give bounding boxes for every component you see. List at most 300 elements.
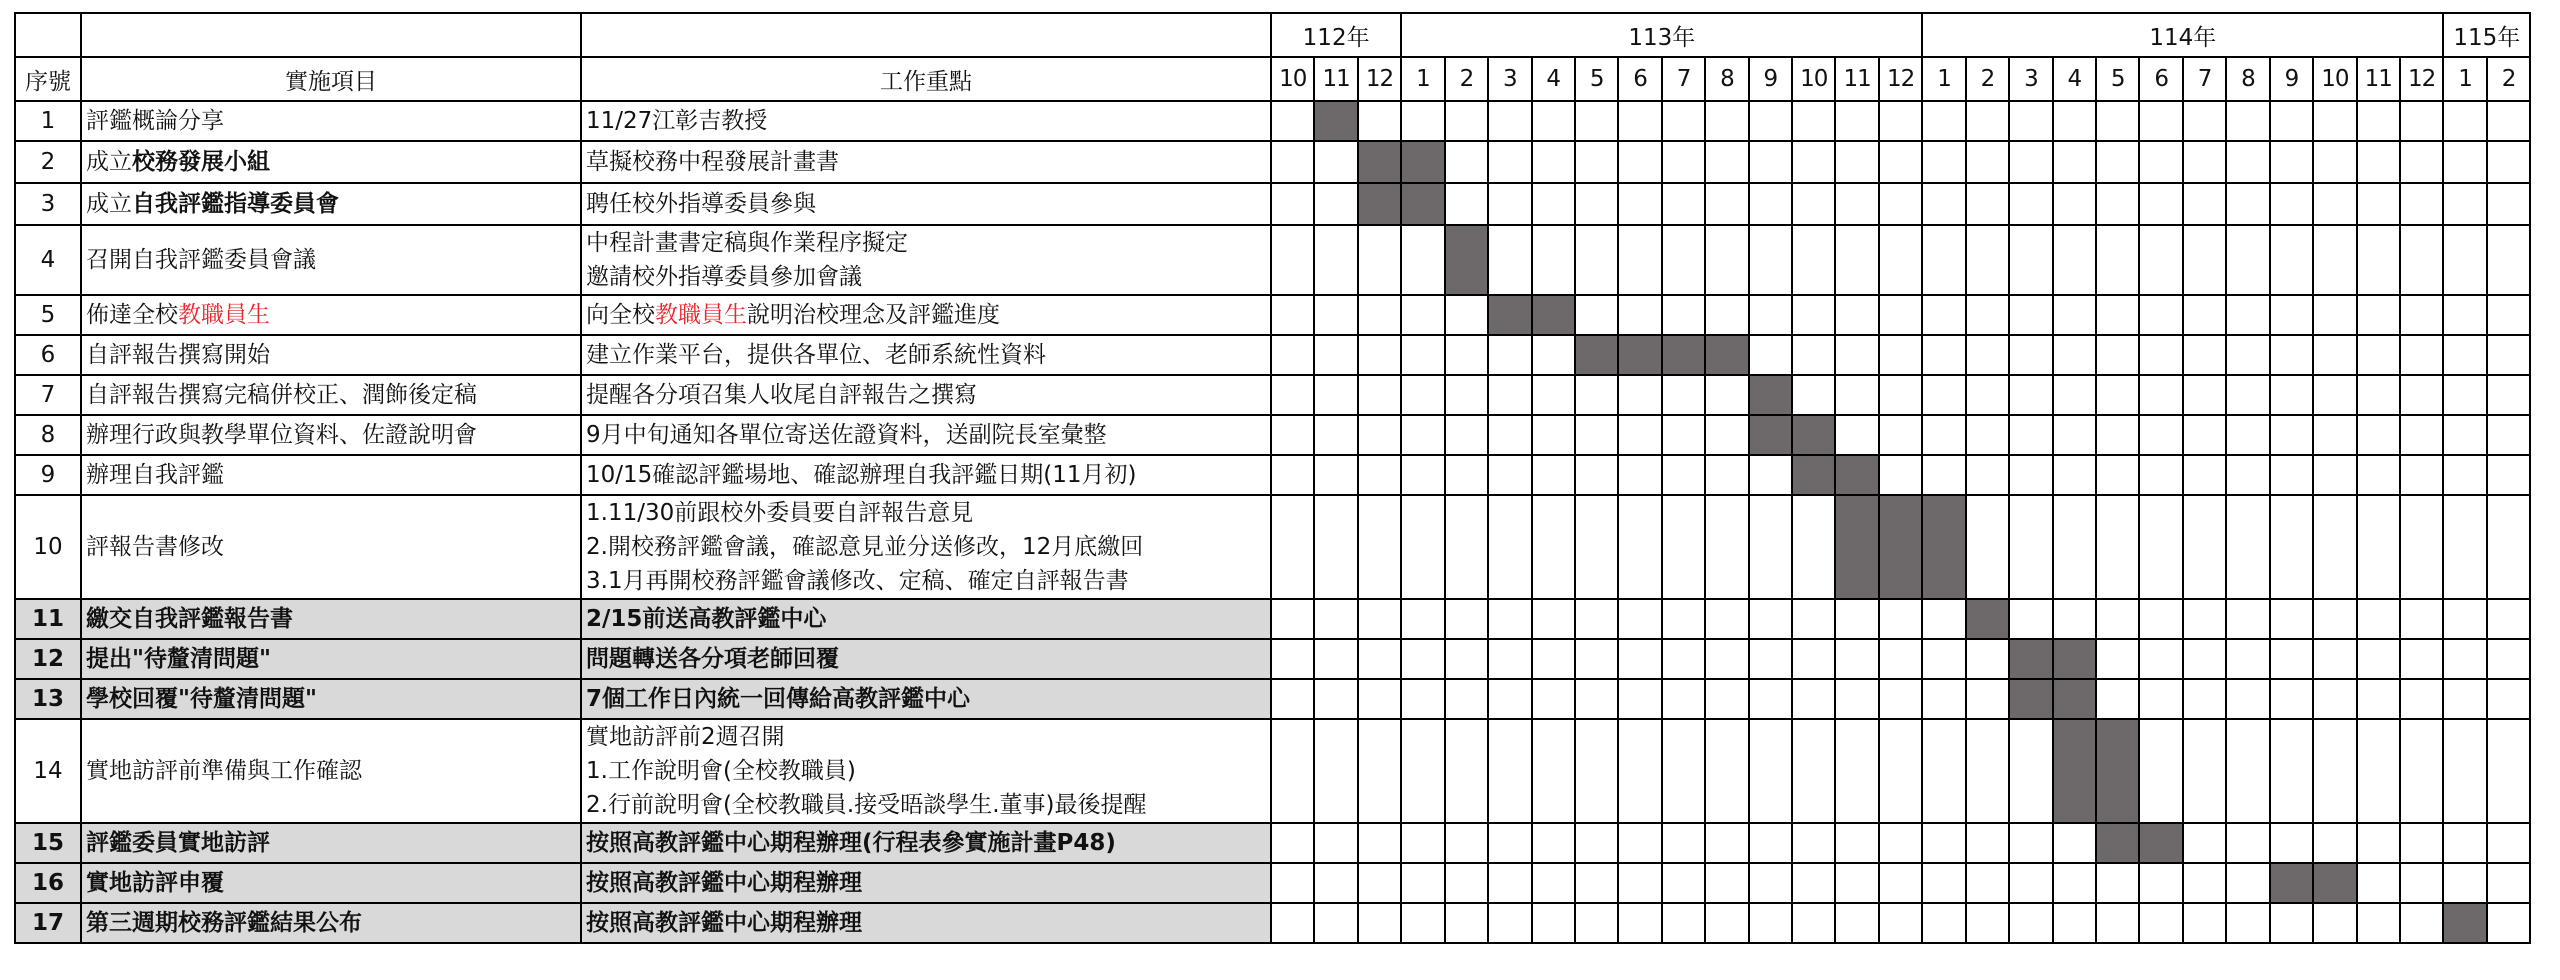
gantt-cell: [2357, 141, 2400, 183]
gantt-cell: [2270, 455, 2313, 495]
gantt-cell: [1271, 375, 1314, 415]
gantt-cell: [2183, 863, 2226, 903]
gantt-cell: [1966, 375, 2009, 415]
gantt-cell: [1314, 183, 1357, 225]
schedule-row: [15, 823, 2530, 863]
item-text: 成立: [86, 191, 132, 217]
month-header-cell: 5: [1575, 57, 1618, 101]
month-header-cell: 7: [1662, 57, 1705, 101]
month-header-cell: 4: [1532, 57, 1575, 101]
gantt-cell: [1618, 599, 1661, 639]
gantt-cell: [2009, 823, 2052, 863]
gantt-cell: [1401, 495, 1444, 599]
gantt-cell: [1879, 455, 1922, 495]
gantt-cell: [1618, 903, 1661, 943]
work-cell: [581, 335, 1271, 375]
gantt-cell: [1922, 455, 1965, 495]
gantt-cell: [1922, 599, 1965, 639]
month-header-cell: 1: [2443, 57, 2486, 101]
item-cell: [81, 375, 581, 415]
gantt-cell: [1358, 101, 1401, 141]
gantt-cell: [1705, 863, 1748, 903]
gantt-cell: [1445, 335, 1488, 375]
work-line: 草擬校務中程發展計畫書: [586, 149, 839, 175]
gantt-cell: [2009, 599, 2052, 639]
gantt-bar: [1488, 295, 1531, 335]
gantt-bar: [1314, 101, 1357, 141]
gantt-bar: [1401, 141, 1444, 183]
gantt-cell: [2009, 455, 2052, 495]
blank-header-cell: [581, 13, 1271, 57]
gantt-cell: [1922, 375, 1965, 415]
gantt-cell: [2357, 495, 2400, 599]
gantt-cell: [1401, 863, 1444, 903]
row-number: 16: [15, 863, 81, 903]
month-header-cell: 2: [2487, 57, 2530, 101]
gantt-bar: [2313, 863, 2356, 903]
gantt-cell: [1575, 141, 1618, 183]
gantt-cell: [2487, 719, 2530, 823]
gantt-cell: [1835, 823, 1878, 863]
gantt-cell: [1575, 495, 1618, 599]
gantt-cell: [2443, 183, 2486, 225]
gantt-cell: [2053, 101, 2096, 141]
gantt-cell: [1575, 225, 1618, 295]
gantt-cell: [2400, 639, 2443, 679]
gantt-cell: [2183, 679, 2226, 719]
gantt-cell: [2096, 101, 2139, 141]
gantt-cell: [1575, 823, 1618, 863]
gantt-bar: [1401, 183, 1444, 225]
gantt-cell: [2400, 455, 2443, 495]
item-cell: [81, 225, 581, 295]
schedule-row: [15, 495, 2530, 599]
gantt-cell: [2226, 823, 2269, 863]
gantt-cell: [1879, 375, 1922, 415]
gantt-cell: [1445, 141, 1488, 183]
gantt-cell: [2139, 183, 2182, 225]
gantt-cell: [1792, 375, 1835, 415]
gantt-cell: [2270, 719, 2313, 823]
gantt-cell: [1792, 295, 1835, 335]
gantt-cell: [1705, 455, 1748, 495]
gantt-cell: [1879, 679, 1922, 719]
gantt-cell: [2139, 335, 2182, 375]
gantt-cell: [1835, 639, 1878, 679]
year-header-cell: 112年: [1271, 13, 1401, 57]
item-cell: [81, 415, 581, 455]
gantt-cell: [2183, 225, 2226, 295]
gantt-cell: [1792, 335, 1835, 375]
gantt-bar: [1792, 415, 1835, 455]
gantt-cell: [1966, 639, 2009, 679]
gantt-cell: [1575, 455, 1618, 495]
gantt-cell: [1835, 863, 1878, 903]
gantt-cell: [1705, 375, 1748, 415]
work-cell: [581, 863, 1271, 903]
gantt-cell: [2096, 415, 2139, 455]
gantt-cell: [2183, 599, 2226, 639]
gantt-cell: [2053, 903, 2096, 943]
gantt-cell: [1314, 599, 1357, 639]
gantt-cell: [2357, 679, 2400, 719]
item-text: 評報告書修改: [86, 534, 224, 560]
gantt-cell: [2443, 141, 2486, 183]
gantt-cell: [2357, 719, 2400, 823]
gantt-cell: [1271, 141, 1314, 183]
gantt-cell: [1401, 455, 1444, 495]
gantt-bar: [2443, 903, 2486, 943]
gantt-cell: [1922, 679, 1965, 719]
gantt-cell: [2270, 101, 2313, 141]
gantt-cell: [2313, 679, 2356, 719]
gantt-cell: [1618, 455, 1661, 495]
item-text: 辦理行政與教學單位資料、佐證說明會: [86, 422, 477, 448]
gantt-cell: [2400, 719, 2443, 823]
gantt-cell: [1271, 101, 1314, 141]
gantt-cell: [2183, 101, 2226, 141]
row-number: 1: [15, 101, 81, 141]
gantt-cell: [2443, 679, 2486, 719]
work-line: 中程計畫書定稿與作業程序擬定: [586, 230, 908, 256]
gantt-cell: [1835, 295, 1878, 335]
gantt-cell: [1879, 101, 1922, 141]
gantt-bar: [1749, 415, 1792, 455]
year-header-cell: 115年: [2443, 13, 2530, 57]
gantt-cell: [2443, 295, 2486, 335]
gantt-cell: [2487, 183, 2530, 225]
item-text: 實地訪評申覆: [86, 870, 224, 896]
gantt-cell: [1575, 183, 1618, 225]
gantt-cell: [2053, 141, 2096, 183]
gantt-cell: [2443, 101, 2486, 141]
gantt-cell: [1922, 863, 1965, 903]
gantt-cell: [1705, 495, 1748, 599]
gantt-cell: [1445, 415, 1488, 455]
gantt-cell: [1662, 863, 1705, 903]
row-number: 5: [15, 295, 81, 335]
gantt-cell: [2357, 863, 2400, 903]
gantt-cell: [2313, 639, 2356, 679]
gantt-cell: [2357, 101, 2400, 141]
item-cell: [81, 599, 581, 639]
gantt-cell: [1358, 599, 1401, 639]
gantt-cell: [2313, 225, 2356, 295]
gantt-cell: [2009, 415, 2052, 455]
gantt-bar: [1966, 599, 2009, 639]
gantt-cell: [2400, 101, 2443, 141]
work-line: 11/27江彰吉教授: [586, 108, 768, 134]
gantt-cell: [2183, 823, 2226, 863]
gantt-cell: [1575, 863, 1618, 903]
gantt-cell: [1749, 599, 1792, 639]
gantt-cell: [1575, 599, 1618, 639]
gantt-cell: [2400, 679, 2443, 719]
row-number: 10: [15, 495, 81, 599]
gantt-cell: [2009, 495, 2052, 599]
gantt-cell: [1271, 863, 1314, 903]
gantt-cell: [2053, 863, 2096, 903]
gantt-cell: [2357, 903, 2400, 943]
gantt-cell: [1705, 679, 1748, 719]
item-text: 評鑑概論分享: [86, 108, 224, 134]
gantt-cell: [2357, 225, 2400, 295]
gantt-cell: [2139, 639, 2182, 679]
gantt-cell: [1705, 101, 1748, 141]
gantt-cell: [1835, 101, 1878, 141]
work-cell: [581, 375, 1271, 415]
gantt-cell: [1575, 679, 1618, 719]
gantt-cell: [2226, 719, 2269, 823]
gantt-cell: [1835, 183, 1878, 225]
gantt-cell: [1314, 455, 1357, 495]
gantt-cell: [2357, 295, 2400, 335]
item-text: 辦理自我評鑑: [86, 462, 224, 488]
row-number: 12: [15, 639, 81, 679]
gantt-cell: [1358, 225, 1401, 295]
gantt-cell: [1879, 599, 1922, 639]
gantt-cell: [1358, 455, 1401, 495]
gantt-cell: [2053, 599, 2096, 639]
gantt-cell: [2053, 295, 2096, 335]
month-header-cell: 10: [2313, 57, 2356, 101]
gantt-cell: [2487, 141, 2530, 183]
gantt-bar: [2139, 823, 2182, 863]
gantt-cell: [2139, 495, 2182, 599]
gantt-cell: [1749, 639, 1792, 679]
gantt-cell: [1835, 903, 1878, 943]
gantt-cell: [1749, 495, 1792, 599]
item-cell: [81, 141, 581, 183]
year-header-cell: 113年: [1401, 13, 1922, 57]
gantt-cell: [1445, 863, 1488, 903]
gantt-cell: [1705, 639, 1748, 679]
item-text: 第三週期校務評鑑結果公布: [86, 910, 362, 936]
month-header-cell: 12: [2400, 57, 2443, 101]
gantt-cell: [1618, 415, 1661, 455]
gantt-cell: [2226, 101, 2269, 141]
gantt-cell: [2009, 719, 2052, 823]
gantt-bar: [2009, 679, 2052, 719]
gantt-bar: [1749, 375, 1792, 415]
gantt-bar: [1662, 335, 1705, 375]
gantt-cell: [1922, 141, 1965, 183]
gantt-cell: [1488, 141, 1531, 183]
gantt-cell: [1488, 455, 1531, 495]
gantt-cell: [2487, 823, 2530, 863]
gantt-cell: [1314, 495, 1357, 599]
item-cell: [81, 863, 581, 903]
gantt-bar: [1705, 335, 1748, 375]
gantt-cell: [1792, 679, 1835, 719]
gantt-bar: [1532, 295, 1575, 335]
gantt-cell: [2053, 415, 2096, 455]
gantt-cell: [1488, 375, 1531, 415]
work-cell: [581, 495, 1271, 599]
gantt-cell: [1792, 183, 1835, 225]
gantt-cell: [1445, 823, 1488, 863]
gantt-cell: [1488, 101, 1531, 141]
gantt-cell: [2313, 495, 2356, 599]
gantt-cell: [1618, 375, 1661, 415]
gantt-cell: [1488, 903, 1531, 943]
gantt-cell: [2443, 863, 2486, 903]
gantt-cell: [2270, 225, 2313, 295]
work-line: 3.1月再開校務評鑑會議修改、定稿、確定自評報告書: [586, 568, 1129, 594]
gantt-cell: [1966, 225, 2009, 295]
gantt-bar: [1575, 335, 1618, 375]
gantt-cell: [1358, 295, 1401, 335]
gantt-cell: [1532, 455, 1575, 495]
gantt-cell: [2270, 495, 2313, 599]
gantt-cell: [2487, 335, 2530, 375]
year-header-row: [15, 13, 2530, 57]
gantt-cell: [2096, 455, 2139, 495]
gantt-cell: [1835, 679, 1878, 719]
gantt-cell: [1314, 415, 1357, 455]
gantt-cell: [2053, 183, 2096, 225]
gantt-cell: [1662, 141, 1705, 183]
item-text: 召開自我評鑑委員會議: [86, 247, 316, 273]
work-line: 提醒各分項召集人收尾自評報告之撰寫: [586, 382, 977, 408]
item-cell: [81, 823, 581, 863]
item-cell: [81, 679, 581, 719]
gantt-cell: [1618, 719, 1661, 823]
gantt-cell: [1835, 335, 1878, 375]
gantt-cell: [1575, 375, 1618, 415]
gantt-bar: [1358, 183, 1401, 225]
item-text: 繳交自我評鑑報告書: [86, 606, 293, 632]
gantt-bar: [1835, 495, 1878, 599]
work-text: 教職員生: [655, 302, 747, 328]
gantt-cell: [1662, 101, 1705, 141]
gantt-cell: [1922, 903, 1965, 943]
gantt-cell: [1488, 335, 1531, 375]
gantt-cell: [1271, 639, 1314, 679]
gantt-cell: [1662, 823, 1705, 863]
gantt-cell: [2226, 415, 2269, 455]
gantt-cell: [2270, 599, 2313, 639]
work-cell: [581, 639, 1271, 679]
work-cell: [581, 225, 1271, 295]
gantt-cell: [1271, 903, 1314, 943]
month-header-cell: 11: [1314, 57, 1357, 101]
gantt-cell: [2400, 863, 2443, 903]
gantt-cell: [2313, 599, 2356, 639]
gantt-cell: [2096, 141, 2139, 183]
gantt-cell: [1879, 719, 1922, 823]
work-cell: [581, 455, 1271, 495]
gantt-cell: [2400, 415, 2443, 455]
gantt-cell: [2053, 225, 2096, 295]
gantt-cell: [1445, 455, 1488, 495]
gantt-cell: [2443, 719, 2486, 823]
gantt-cell: [1488, 599, 1531, 639]
gantt-cell: [2226, 863, 2269, 903]
work-line: 9月中旬通知各單位寄送佐證資料，送副院長室彙整: [586, 422, 1107, 448]
gantt-cell: [1445, 295, 1488, 335]
gantt-cell: [1662, 415, 1705, 455]
work-line: 7個工作日內統一回傳給高教評鑑中心: [586, 686, 971, 712]
schedule-row: [15, 639, 2530, 679]
gantt-cell: [2313, 295, 2356, 335]
gantt-cell: [2096, 495, 2139, 599]
month-header-cell: 1: [1401, 57, 1444, 101]
gantt-cell: [2226, 335, 2269, 375]
gantt-cell: [2096, 903, 2139, 943]
gantt-cell: [2053, 823, 2096, 863]
gantt-cell: [1358, 903, 1401, 943]
gantt-cell: [2487, 639, 2530, 679]
gantt-cell: [1488, 415, 1531, 455]
gantt-cell: [1705, 719, 1748, 823]
gantt-cell: [1532, 335, 1575, 375]
gantt-bar: [1358, 141, 1401, 183]
gantt-cell: [2226, 375, 2269, 415]
gantt-bar: [1792, 455, 1835, 495]
gantt-cell: [1749, 455, 1792, 495]
gantt-cell: [2183, 335, 2226, 375]
gantt-cell: [1835, 719, 1878, 823]
gantt-cell: [1401, 295, 1444, 335]
schedule-row: [15, 295, 2530, 335]
item-header: 實施項目: [81, 57, 581, 101]
schedule-row: [15, 863, 2530, 903]
gantt-bar: [2096, 719, 2139, 823]
gantt-cell: [2487, 679, 2530, 719]
gantt-cell: [1705, 415, 1748, 455]
gantt-cell: [2139, 141, 2182, 183]
gantt-cell: [1749, 183, 1792, 225]
gantt-cell: [1879, 415, 1922, 455]
gantt-cell: [2009, 183, 2052, 225]
gantt-cell: [2139, 101, 2182, 141]
row-number: 7: [15, 375, 81, 415]
gantt-cell: [2443, 335, 2486, 375]
gantt-cell: [2139, 903, 2182, 943]
gantt-cell: [1879, 183, 1922, 225]
schedule-row: [15, 599, 2530, 639]
work-cell: [581, 183, 1271, 225]
work-cell: [581, 599, 1271, 639]
gantt-cell: [1271, 335, 1314, 375]
gantt-cell: [1662, 183, 1705, 225]
gantt-cell: [2400, 295, 2443, 335]
gantt-cell: [2226, 141, 2269, 183]
month-header-cell: 2: [1966, 57, 2009, 101]
gantt-cell: [2096, 375, 2139, 415]
month-header-cell: 6: [1618, 57, 1661, 101]
gantt-cell: [2313, 455, 2356, 495]
gantt-cell: [1618, 225, 1661, 295]
gantt-cell: [1575, 719, 1618, 823]
gantt-cell: [2096, 639, 2139, 679]
gantt-cell: [2487, 101, 2530, 141]
gantt-cell: [1879, 295, 1922, 335]
gantt-cell: [2270, 903, 2313, 943]
gantt-cell: [1749, 719, 1792, 823]
gantt-cell: [1966, 823, 2009, 863]
gantt-cell: [2357, 415, 2400, 455]
gantt-cell: [1749, 903, 1792, 943]
gantt-cell: [1445, 639, 1488, 679]
gantt-cell: [1401, 225, 1444, 295]
work-cell: [581, 295, 1271, 335]
gantt-cell: [1792, 719, 1835, 823]
month-header-cell: 8: [1705, 57, 1748, 101]
gantt-cell: [2400, 599, 2443, 639]
gantt-cell: [2183, 183, 2226, 225]
